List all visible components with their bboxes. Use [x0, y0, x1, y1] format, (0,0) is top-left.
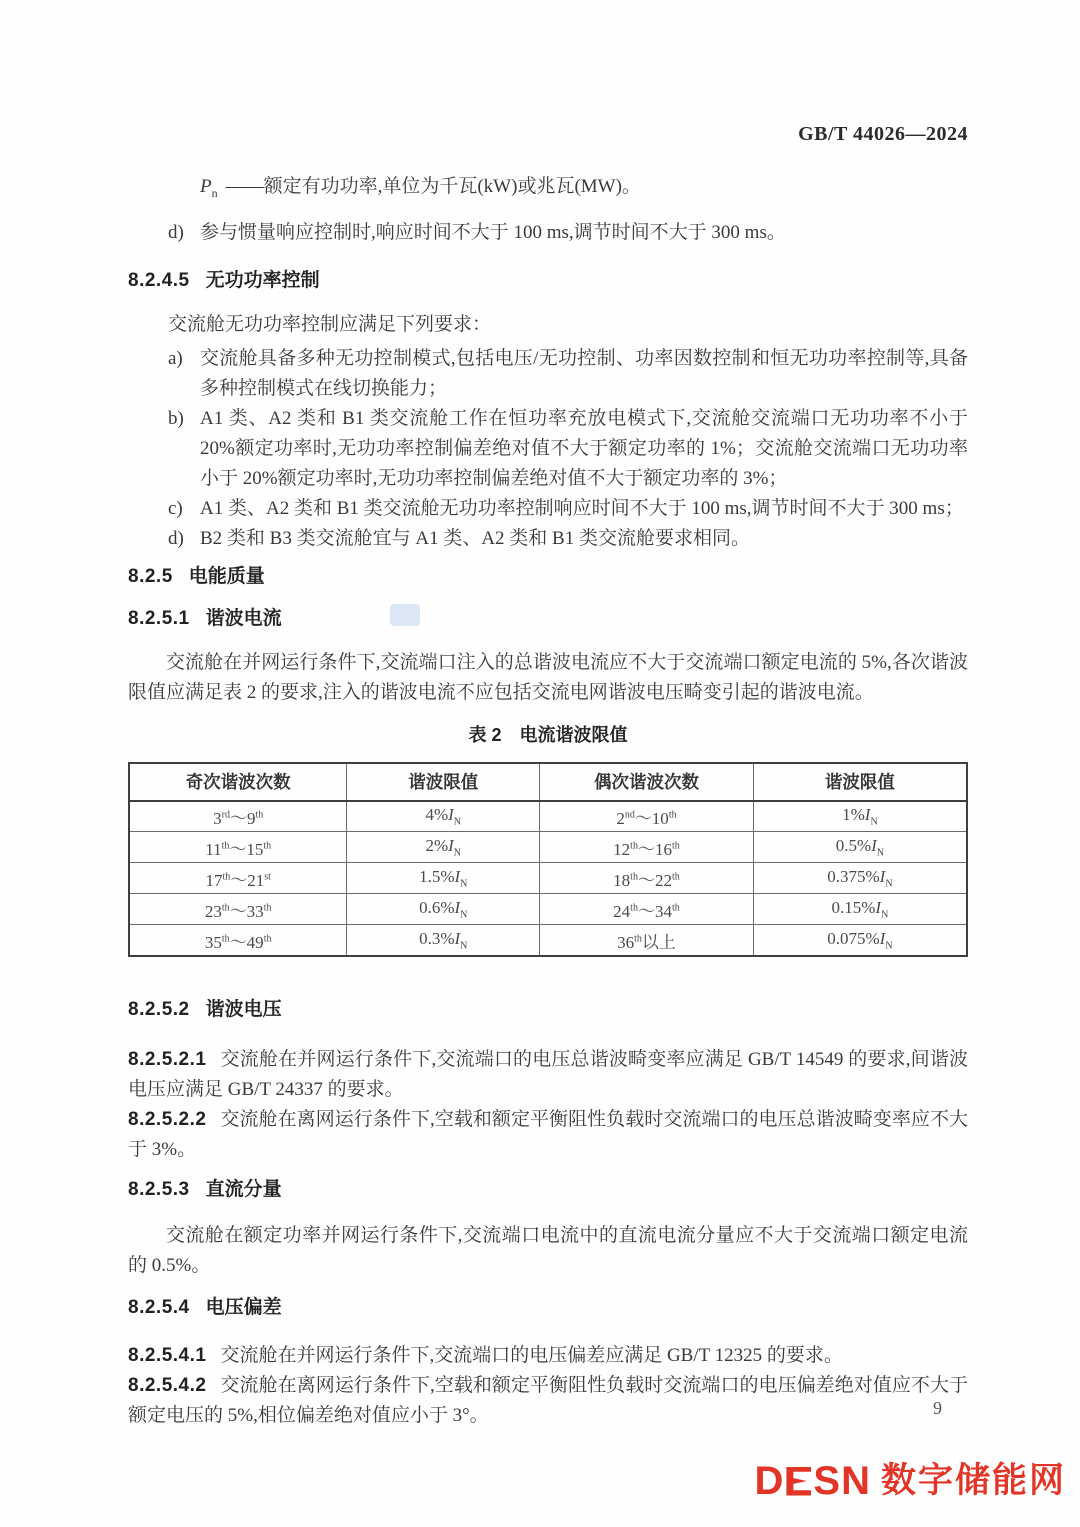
- clause-text: 交流舱在并网运行条件下,交流端口的电压总谐波畸变率应满足 GB/T 14549 的要求,间谐波电压应满足 GB/T 24337 的要求。: [128, 1048, 968, 1100]
- harmonic-table-body: [129, 801, 967, 956]
- table-cell: 3rd～9th: [129, 801, 347, 832]
- table-cell: $0.6\%I_N$: [347, 894, 540, 925]
- paragraph-harmonic-current: 交流舱在并网运行条件下,交流端口注入的总谐波电流应不大于交流端口额定电流的 5%,各次谐波限值应满足表 2 的要求,注入的谐波电流不应包括交流电网谐波电压畸变引起的谐波电流。: [128, 651, 968, 703]
- watermark-smudge: [390, 604, 420, 626]
- table-header-row: [129, 763, 967, 801]
- table-cell: 17th～21st: [129, 863, 347, 894]
- clause-number: 8.2.5.2.1: [128, 1048, 207, 1070]
- list-item-text: B2 类和 B3 类交流舱宜与 A1 类、A2 类和 B1 类交流舱要求相同。: [200, 527, 750, 549]
- table-cell: $4\%I_N$: [347, 801, 540, 832]
- list-marker: d): [168, 527, 184, 549]
- symbol-subscript: n: [211, 185, 218, 200]
- desn-logo-e-arrow-icon: [786, 1467, 811, 1496]
- heading-title: 无功功率控制: [205, 269, 320, 291]
- table-cell: 2nd～10th: [540, 801, 754, 832]
- clause-8-2-5-4-1: [128, 1341, 968, 1371]
- list-marker: b): [168, 407, 184, 429]
- doc-number-header: GB/T 44026—2024: [798, 123, 968, 145]
- heading-number: 8.2.5.2: [128, 998, 190, 1020]
- col-header-even-order: 偶次谐波次数: [540, 763, 754, 801]
- list-marker: a): [168, 347, 183, 369]
- list-item-text: 参与惯量响应控制时,响应时间不大于 100 ms,调节时间不大于 300 ms。: [200, 221, 786, 243]
- heading-8-2-5-2: [128, 997, 968, 1023]
- heading-number: 8.2.5.3: [128, 1178, 190, 1200]
- list-item-c: [168, 494, 968, 524]
- table-cell: $2\%I_N$: [347, 832, 540, 863]
- table-cell: $0.3\%I_N$: [347, 925, 540, 956]
- heading-title: 谐波电流: [205, 607, 282, 629]
- table-cell: $0.5\%I_N$: [753, 832, 967, 863]
- heading-8-2-4-5: [128, 268, 968, 294]
- table-row: [129, 894, 967, 925]
- table-cell: $1\%I_N$: [753, 801, 967, 832]
- table-cell: 23th～33th: [129, 894, 347, 925]
- clause-number: 8.2.5.2.2: [128, 1108, 207, 1130]
- paragraph-dc-component: 交流舱在额定功率并网运行条件下,交流端口电流中的直流电流分量应不大于交流端口额定电流的 0.5%。: [128, 1224, 968, 1276]
- col-header-odd-order: 奇次谐波次数: [129, 763, 347, 801]
- clause-8-2-5-2-1: [128, 1045, 968, 1105]
- list-item-inertia: [128, 218, 968, 248]
- col-header-even-limit: 谐波限值: [753, 763, 967, 801]
- heading-title: 电压偏差: [205, 1296, 282, 1318]
- list-item-text: A1 类、A2 类和 B1 类交流舱工作在恒功率充放电模式下,交流舱交流端口无功功率不小于 20%额定功率时,无功功率控制偏差绝对值不大于额定功率的 1%；交流舱交流端口无功功率小于 20%额定功率时,无功功率控制偏差绝对值不大于额定功率的 3%；: [200, 407, 968, 489]
- logo-letters-sn: SN: [813, 1459, 871, 1503]
- table-cell: $0.375\%I_N$: [753, 863, 967, 894]
- table-caption: 表 2 电流谐波限值: [468, 724, 628, 745]
- heading-8-2-5-1: [128, 606, 968, 632]
- table-cell: 35th～49th: [129, 925, 347, 956]
- heading-number: 8.2.5: [128, 565, 173, 587]
- desn-logo-latin: [754, 1459, 871, 1503]
- table-cell: $0.075\%I_N$: [753, 925, 967, 956]
- symbol-p: P: [200, 176, 212, 197]
- table-cell: 36th以上: [540, 925, 754, 956]
- list-marker: d): [168, 221, 184, 243]
- clause-8-2-5-2-2: [128, 1105, 968, 1165]
- clause-text: 交流舱在离网运行条件下,空载和额定平衡阻性负载时交流端口的电压总谐波畸变率应不大于 3%。: [128, 1108, 968, 1160]
- list-item-b: [168, 404, 968, 494]
- heading-title: 谐波电压: [205, 998, 282, 1020]
- heading-title: 电能质量: [188, 565, 265, 587]
- page-number: 9: [933, 1398, 942, 1418]
- desn-logo: [754, 1459, 1066, 1503]
- heading-title: 直流分量: [205, 1178, 282, 1200]
- table-row: [129, 925, 967, 956]
- table-cell: $1.5\%I_N$: [347, 863, 540, 894]
- table-row: [129, 801, 967, 832]
- table-cell: 18th～22th: [540, 863, 754, 894]
- symbol-description: ——额定有功功率,单位为千瓦(kW)或兆瓦(MW)。: [225, 176, 641, 197]
- list-item-text: A1 类、A2 类和 B1 类交流舱无功功率控制响应时间不大于 100 ms,调节时间不大于 300 ms；: [200, 497, 964, 519]
- table-cell: 24th～34th: [540, 894, 754, 925]
- list-item-text: 交流舱具备多种无功控制模式,包括电压/无功控制、功率因数控制和恒无功功率控制等,具备多种控制模式在线切换能力；: [200, 347, 968, 399]
- clause-number: 8.2.5.4.2: [128, 1374, 207, 1396]
- heading-number: 8.2.5.4: [128, 1296, 190, 1318]
- heading-8-2-5-3: [128, 1177, 968, 1203]
- table-cell: $0.15\%I_N$: [753, 894, 967, 925]
- clause-8-2-5-4-2: [128, 1371, 968, 1431]
- table-cell: 12th～16th: [540, 832, 754, 863]
- clause-text: 交流舱在并网运行条件下,交流端口的电压偏差应满足 GB/T 12325 的要求。: [220, 1344, 843, 1366]
- logo-letter-d: D: [754, 1459, 785, 1503]
- heading-8-2-5-4: [128, 1295, 968, 1321]
- heading-8-2-5: [128, 564, 968, 590]
- lead-sentence: 交流舱无功功率控制应满足下列要求：: [168, 313, 492, 335]
- list-item-a: [168, 344, 968, 404]
- requirement-list: [128, 344, 968, 554]
- list-item-d: [168, 524, 968, 554]
- heading-number: 8.2.5.1: [128, 607, 190, 629]
- table-row: [129, 832, 967, 863]
- table-row: [129, 863, 967, 894]
- clause-number: 8.2.5.4.1: [128, 1344, 207, 1366]
- table-cell: 11th～15th: [129, 832, 347, 863]
- heading-number: 8.2.4.5: [128, 269, 190, 291]
- symbol-definition: [128, 172, 968, 208]
- clause-text: 交流舱在离网运行条件下,空载和额定平衡阻性负载时交流端口的电压偏差绝对值应不大于额定电压的 5%,相位偏差绝对值应小于 3°。: [128, 1374, 968, 1426]
- list-marker: c): [168, 497, 183, 519]
- col-header-odd-limit: 谐波限值: [347, 763, 540, 801]
- desn-logo-chinese: 数字储能网: [880, 1461, 1066, 1500]
- harmonic-limits-table: [128, 762, 968, 957]
